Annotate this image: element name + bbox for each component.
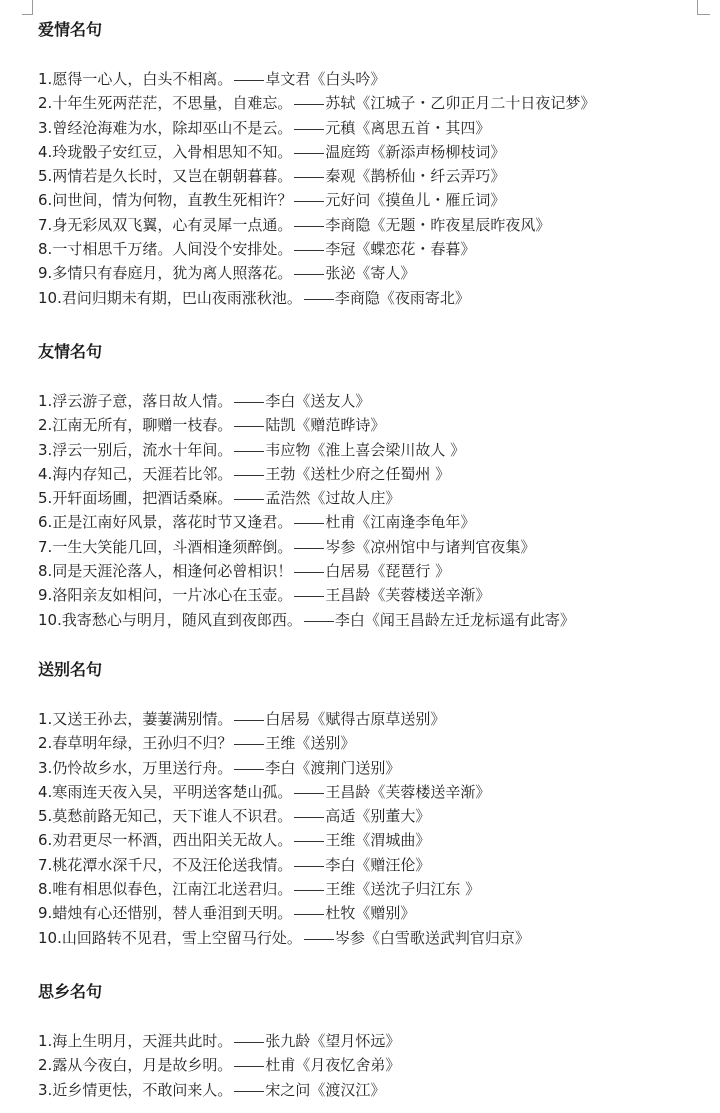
- dash-separator: [294, 830, 324, 842]
- section-title: 思乡名句: [38, 982, 103, 1001]
- quote-source: 元稹《离思五首・其四》: [325, 118, 491, 137]
- quote-source: 孟浩然《过故人庄》: [265, 489, 401, 508]
- dash-separator: [234, 1080, 264, 1092]
- quote-source: 高适《别董大》: [325, 807, 431, 826]
- quote-number: 2.: [38, 1056, 53, 1075]
- quote-source: 秦观《鹊桥仙・纤云弄巧》: [325, 167, 506, 186]
- quote-list: [38, 389, 708, 632]
- quote-text: 一生大笑能几回，斗酒相逢须醉倒。: [52, 537, 293, 556]
- quote-number: 10.: [38, 288, 62, 307]
- quote-text: 浮云一别后，流水十年间。: [52, 440, 233, 459]
- dash-separator: [294, 118, 324, 130]
- quote-number: 4.: [38, 782, 53, 801]
- section-homesick: [38, 978, 708, 1102]
- quote-list: [38, 1029, 708, 1102]
- quote-text: 山回路转不见君，雪上空留马行处。: [61, 928, 302, 947]
- dash-separator: [294, 806, 324, 818]
- quote-source: 王勃《送杜少府之任蜀州 》: [265, 464, 451, 483]
- quote-source: 苏轼《江城子・乙卯正月二十日夜记梦》: [325, 94, 596, 113]
- quote-number: 9.: [38, 586, 53, 605]
- quote-source: 陆凯《赠范晔诗》: [265, 416, 386, 435]
- quote-text: 桃花潭水深千尺，不及汪伦送我情。: [52, 855, 293, 874]
- quote-line: [38, 510, 708, 534]
- dash-separator: [294, 190, 324, 202]
- quote-line: [38, 877, 708, 901]
- quote-text: 海上生明月，天涯共此时。: [52, 1032, 233, 1050]
- quote-source: 王昌龄《芙蓉楼送辛渐》: [325, 586, 491, 605]
- quote-number: 10.: [38, 610, 62, 629]
- quote-number: 6.: [38, 831, 53, 850]
- quote-line: [38, 756, 708, 780]
- section-friendship: [38, 338, 708, 632]
- quote-source: 李冠《蝶恋花・春暮》: [325, 240, 476, 259]
- quote-number: 4.: [38, 464, 53, 483]
- dash-separator: [294, 903, 324, 915]
- quote-text: 海内存知己，天涯若比邻。: [52, 464, 233, 483]
- quote-number: 1.: [38, 710, 53, 728]
- quote-number: 3.: [38, 758, 53, 777]
- quote-source: 李白《渡荆门送别》: [265, 758, 401, 777]
- quote-line: [38, 828, 708, 852]
- quote-text: 问世间，情为何物，直教生死相许？: [52, 191, 293, 210]
- quote-number: 3.: [38, 1080, 53, 1099]
- section-farewell: [38, 656, 708, 950]
- quote-text: 露从今夜白，月是故乡明。: [52, 1056, 233, 1075]
- quote-line: [38, 286, 708, 310]
- section-title: 送别名句: [38, 660, 103, 679]
- dash-separator: [294, 166, 324, 178]
- quote-source: 李白《送友人》: [265, 392, 371, 410]
- quote-text: 浮云游子意，落日故人情。: [52, 392, 233, 410]
- quote-line: [38, 389, 708, 413]
- quote-source: 杜甫《月夜忆舍弟》: [265, 1056, 401, 1075]
- quote-line: [38, 1053, 708, 1077]
- quote-line: [38, 1078, 708, 1102]
- quote-source: 张泌《寄人》: [325, 264, 416, 283]
- quote-text: 十年生死两茫茫，不思量，自难忘。: [52, 94, 293, 113]
- quote-line: [38, 438, 708, 462]
- quote-line: [38, 462, 708, 486]
- quote-line: [38, 804, 708, 828]
- dash-separator: [234, 758, 264, 770]
- quote-text: 江南无所有，聊赠一枝春。: [52, 416, 233, 435]
- quote-number: 8.: [38, 240, 53, 259]
- dash-separator: [234, 733, 264, 745]
- quote-list: [38, 67, 708, 310]
- dash-separator: [234, 69, 264, 81]
- dash-separator: [294, 263, 324, 275]
- quote-number: 6.: [38, 513, 53, 532]
- quote-number: 8.: [38, 562, 53, 581]
- dash-separator: [304, 928, 334, 940]
- quote-number: 3.: [38, 440, 53, 459]
- quote-line: [38, 608, 708, 632]
- quote-source: 李白《闻王昌龄左迁龙标遥有此寄》: [334, 610, 575, 629]
- quote-text: 正是江南好风景，落花时节又逢君。: [52, 513, 293, 532]
- quote-source: 王维《送沈子归江东 》: [325, 880, 481, 899]
- quote-number: 7.: [38, 215, 53, 234]
- quote-number: 2.: [38, 94, 53, 113]
- dash-separator: [294, 879, 324, 891]
- dash-separator: [304, 288, 334, 300]
- quote-text: 两情若是久长时，又岂在朝朝暮暮。: [52, 167, 293, 186]
- section-title: 友情名句: [38, 342, 103, 361]
- quote-source: 王昌龄《芙蓉楼送辛渐》: [325, 782, 491, 801]
- quote-line: [38, 1029, 708, 1053]
- quote-text: 多情只有春庭月，犹为离人照落花。: [52, 264, 293, 283]
- quote-number: 4.: [38, 142, 53, 161]
- dash-separator: [294, 215, 324, 227]
- page-corner-mark-right: [697, 0, 710, 15]
- quote-line: [38, 731, 708, 755]
- quote-line: [38, 901, 708, 925]
- quote-number: 9.: [38, 264, 53, 283]
- quote-source: 白居易《琵琶行 》: [325, 562, 451, 581]
- section-title: 爱情名句: [38, 20, 103, 39]
- quote-number: 1.: [38, 1032, 53, 1050]
- dash-separator: [294, 142, 324, 154]
- quote-source: 岑参《凉州馆中与诸判官夜集》: [325, 537, 536, 556]
- quote-number: 7.: [38, 537, 53, 556]
- quote-line: [38, 164, 708, 188]
- quote-number: 3.: [38, 118, 53, 137]
- dash-separator: [234, 488, 264, 500]
- quote-line: [38, 67, 708, 91]
- dash-separator: [234, 440, 264, 452]
- dash-separator: [294, 782, 324, 794]
- quote-number: 8.: [38, 880, 53, 899]
- dash-separator: [234, 391, 264, 403]
- quote-source: 杜牧《赠别》: [325, 904, 416, 923]
- quote-source: 元好问《摸鱼儿・雁丘词》: [325, 191, 506, 210]
- quote-text: 近乡情更怯，不敢问来人。: [52, 1080, 233, 1099]
- quote-line: [38, 140, 708, 164]
- quote-text: 劝君更尽一杯酒，西出阳关无故人。: [52, 831, 293, 850]
- quote-line: [38, 535, 708, 559]
- quote-source: 岑参《白雪歌送武判官归京》: [334, 928, 530, 947]
- quote-source: 韦应物《淮上喜会梁川故人 》: [265, 440, 466, 459]
- quote-text: 仍怜故乡水，万里送行舟。: [52, 758, 233, 777]
- quote-number: 5.: [38, 807, 53, 826]
- dash-separator: [294, 561, 324, 573]
- quote-number: 7.: [38, 855, 53, 874]
- quote-text: 寒雨连天夜入吴，平明送客楚山孤。: [52, 782, 293, 801]
- quote-line: [38, 559, 708, 583]
- quote-source: 张九龄《望月怀远》: [265, 1032, 401, 1050]
- quote-text: 我寄愁心与明月，随风直到夜郎西。: [61, 610, 302, 629]
- quote-line: [38, 926, 708, 950]
- dash-separator: [234, 464, 264, 476]
- quote-text: 春草明年绿，王孙归不归？: [52, 734, 233, 753]
- quote-line: [38, 213, 708, 237]
- quote-line: [38, 486, 708, 510]
- quote-source: 卓文君《白头吟》: [265, 70, 386, 88]
- quote-number: 10.: [38, 928, 62, 947]
- section-love: [38, 16, 708, 310]
- dash-separator: [234, 1055, 264, 1067]
- quote-text: 君问归期未有期，巴山夜雨涨秋池。: [61, 288, 302, 307]
- quote-text: 唯有相思似春色，江南江北送君归。: [52, 880, 293, 899]
- quote-text: 又送王孙去，萋萋满别情。: [52, 710, 233, 728]
- dash-separator: [294, 239, 324, 251]
- quote-source: 王维《渭城曲》: [325, 831, 431, 850]
- quote-text: 洛阳亲友如相问，一片冰心在玉壶。: [52, 586, 293, 605]
- dash-separator: [234, 709, 264, 721]
- quote-line: [38, 583, 708, 607]
- quote-number: 1.: [38, 392, 53, 410]
- quote-source: 王维《送别》: [265, 734, 356, 753]
- dash-separator: [234, 415, 264, 427]
- dash-separator: [294, 855, 324, 867]
- quote-source: 温庭筠《新添声杨柳枝词》: [325, 142, 506, 161]
- quote-number: 5.: [38, 489, 53, 508]
- quote-number: 6.: [38, 191, 53, 210]
- quote-text: 身无彩凤双飞翼，心有灵犀一点通。: [52, 215, 293, 234]
- quote-source: 白居易《赋得古原草送别》: [265, 710, 446, 728]
- quote-text: 开轩面场圃，把酒话桑麻。: [52, 489, 233, 508]
- quote-source: 李商隐《无题・昨夜星辰昨夜风》: [325, 215, 551, 234]
- quote-source: 宋之问《渡汉江》: [265, 1080, 386, 1099]
- quote-number: 9.: [38, 904, 53, 923]
- quote-text: 曾经沧海难为水，除却巫山不是云。: [52, 118, 293, 137]
- quote-text: 同是天涯沦落人，相逢何必曾相识！: [52, 562, 293, 581]
- dash-separator: [294, 585, 324, 597]
- quote-text: 蜡烛有心还惜别，替人垂泪到天明。: [52, 904, 293, 923]
- quote-text: 愿得一心人，白头不相离。: [52, 70, 233, 88]
- dash-separator: [294, 93, 324, 105]
- dash-separator: [234, 1031, 264, 1043]
- quote-number: 2.: [38, 416, 53, 435]
- quote-text: 玲珑骰子安红豆，入骨相思知不知。: [52, 142, 293, 161]
- quote-source: 杜甫《江南逢李龟年》: [325, 513, 476, 532]
- quote-line: [38, 413, 708, 437]
- quote-number: 2.: [38, 734, 53, 753]
- page-corner-mark-left: [22, 0, 33, 15]
- dash-separator: [304, 610, 334, 622]
- quote-text: 莫愁前路无知己，天下谁人不识君。: [52, 807, 293, 826]
- quote-source: 李商隐《夜雨寄北》: [334, 288, 470, 307]
- quote-line: [38, 237, 708, 261]
- dash-separator: [294, 537, 324, 549]
- quote-line: [38, 853, 708, 877]
- quote-line: [38, 780, 708, 804]
- quote-line: [38, 116, 708, 140]
- quote-line: [38, 261, 708, 285]
- quote-number: 1.: [38, 70, 53, 88]
- quote-line: [38, 188, 708, 212]
- quote-list: [38, 707, 708, 950]
- quote-number: 5.: [38, 167, 53, 186]
- dash-separator: [294, 512, 324, 524]
- quote-line: [38, 91, 708, 115]
- quote-text: 一寸相思千万绪。人间没个安排处。: [52, 240, 293, 259]
- quote-source: 李白《赠汪伦》: [325, 855, 431, 874]
- quote-line: [38, 707, 708, 731]
